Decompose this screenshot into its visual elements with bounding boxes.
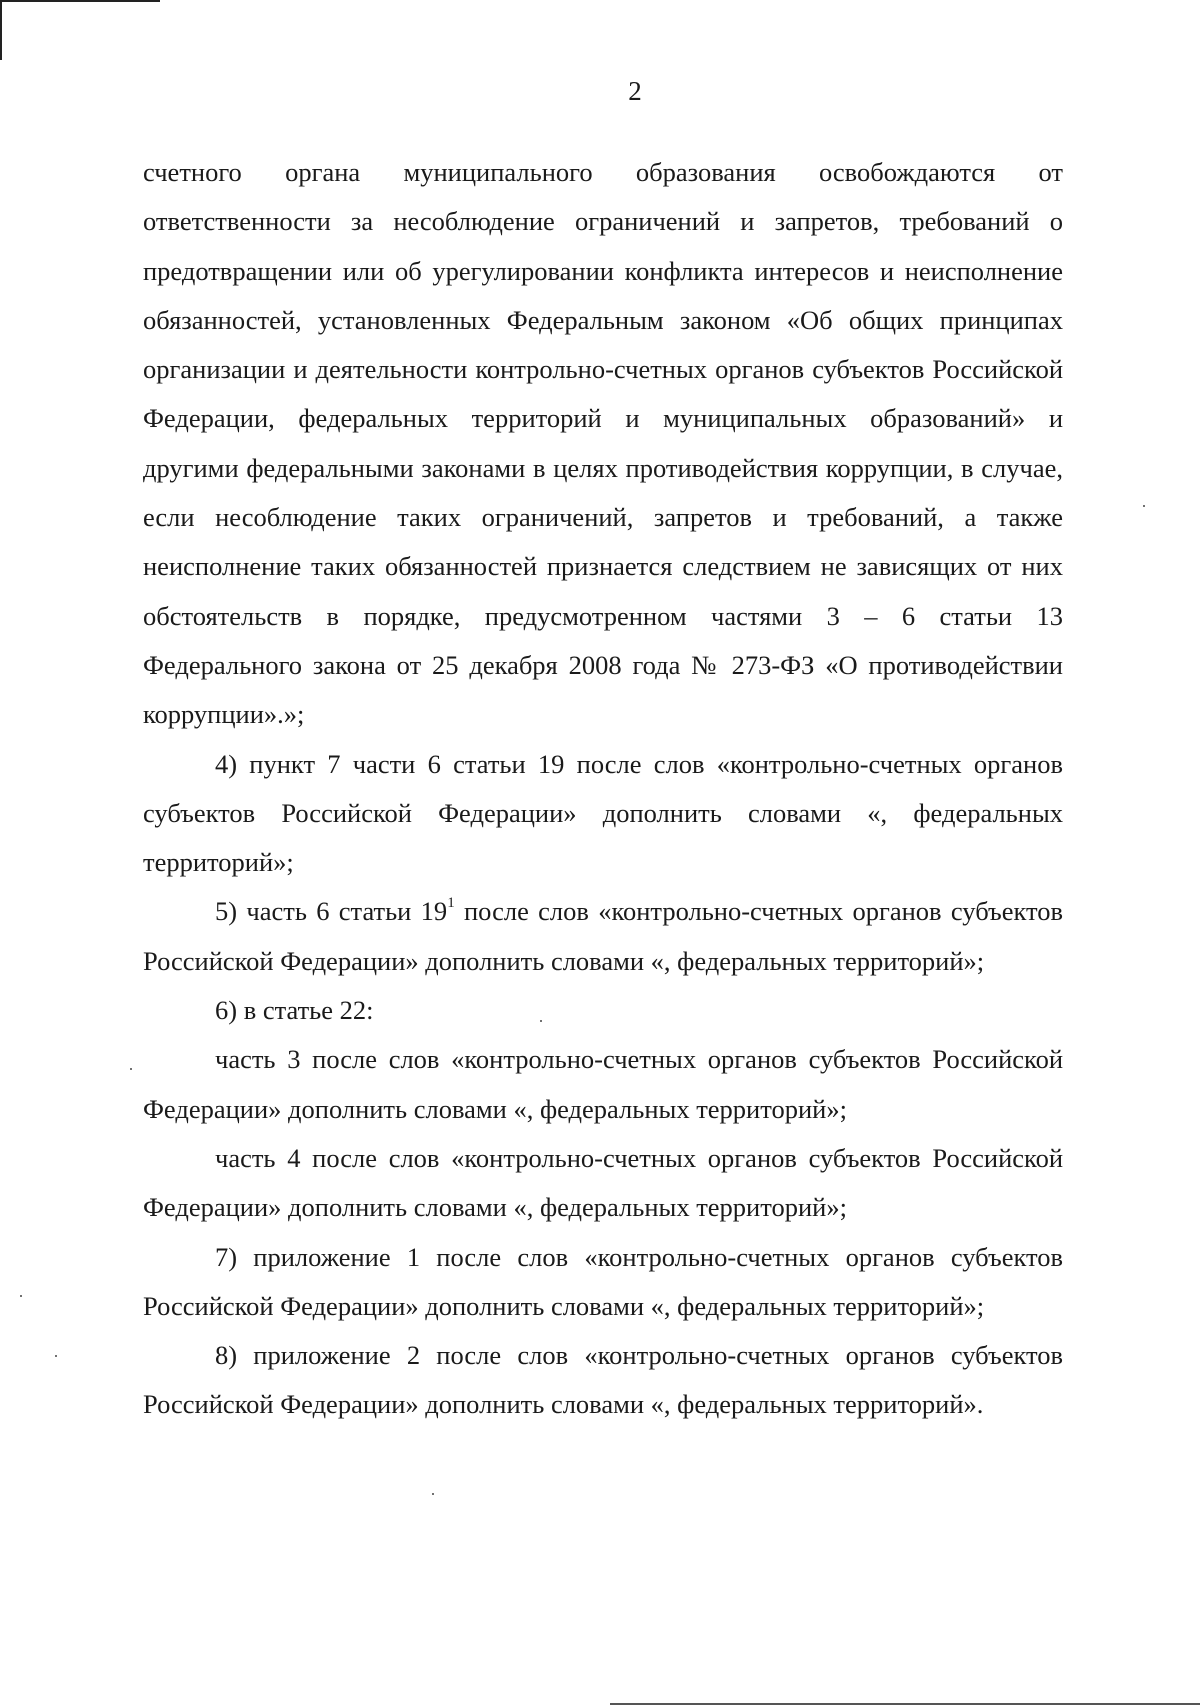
scan-edge-bottom bbox=[610, 1703, 1200, 1705]
scan-edge-top-left bbox=[0, 0, 160, 2]
item-5-lead: 5) часть 6 статьи 19 bbox=[215, 896, 448, 927]
paragraph-liability-exemption: счетного органа муниципального образования освобождаются от ответственности за несоблюдение ограничений и запретов, требований о предотвращении или об урегулировании конфликта интересов и неисполнение обязанностей, установленных Федеральным законом «Об общих принципах организации и деятельности контрольно-счетных органов субъектов Российской Федерации, федеральных территорий и муниципальных образований» и другими федеральными законами в целях противодействия коррупции, в случае, если несоблюдение таких ограничений, запретов и требований, а также неисполнение таких обязанностей признается следствием не зависящих от них обстоятельств в порядке, предусмотренном частями 3 – 6 статьи 13 Федерального закона от 25 декабря 2008 года № 273-ФЗ «О противодействии коррупции».»; bbox=[143, 157, 1063, 730]
scan-speck bbox=[432, 1493, 434, 1495]
paragraph-item-7: 7) приложение 1 после слов «контрольно-счетных органов субъектов Российской Федерации» дополнить словами «, федеральных территорий»; bbox=[143, 1241, 1063, 1321]
scan-speck bbox=[130, 1068, 132, 1070]
paragraph-item-4: 4) пункт 7 части 6 статьи 19 после слов «контрольно-счетных органов субъектов Российской Федерации» дополнить словами «, федеральных территорий»; bbox=[143, 748, 1063, 878]
paragraph-item-6-part-4: часть 4 после слов «контрольно-счетных органов субъектов Российской Федерации» дополнить словами «, федеральных территорий»; bbox=[143, 1142, 1063, 1223]
paragraph-item-5 bbox=[143, 887, 1063, 986]
scan-speck bbox=[1143, 505, 1145, 507]
paragraph-item-8: 8) приложение 2 после слов «контрольно-счетных органов субъектов Российской Федерации» дополнить словами «, федеральных территорий». bbox=[143, 1340, 1063, 1420]
scan-edge-left bbox=[0, 0, 2, 60]
item-5-rest: после слов «контрольно-счетных органов субъектов Российской Федерации» дополнить словами «, федеральных территорий»; bbox=[143, 896, 1063, 976]
article-superscript: 1 bbox=[447, 894, 455, 911]
scan-speck bbox=[20, 1295, 22, 1297]
scan-speck bbox=[55, 1355, 57, 1357]
paragraph-item-6-part-3: часть 3 после слов «контрольно-счетных органов субъектов Российской Федерации» дополнить словами «, федеральных территорий»; bbox=[143, 1044, 1063, 1124]
document-body bbox=[143, 148, 1063, 1430]
page-number: 2 bbox=[628, 76, 642, 106]
paragraph-item-6: 6) в статье 22: bbox=[215, 995, 374, 1026]
